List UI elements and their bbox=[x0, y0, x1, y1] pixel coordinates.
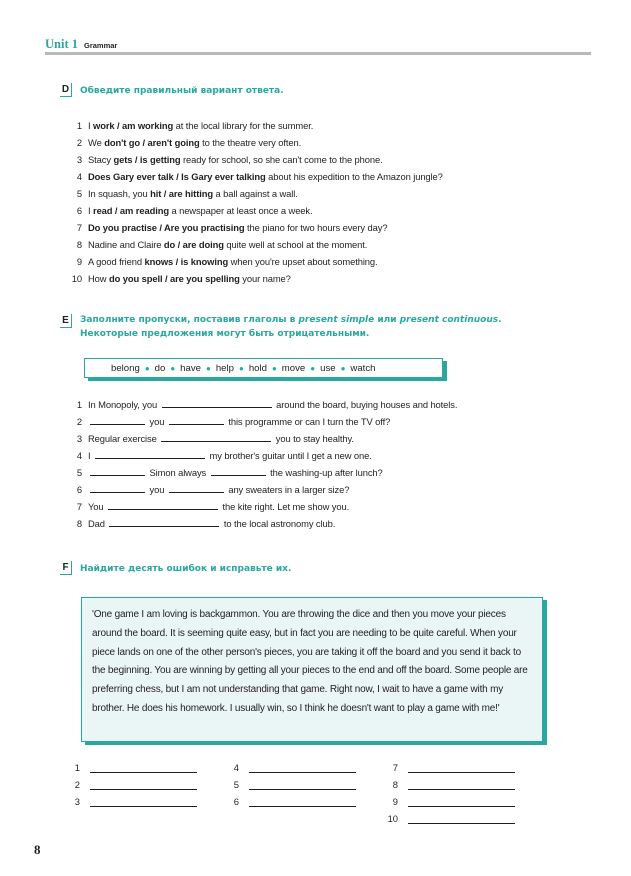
item-text-after: your name? bbox=[239, 273, 291, 284]
answer-number: 5 bbox=[233, 779, 239, 790]
exercise-e-item bbox=[68, 413, 457, 430]
item-number: 1 bbox=[76, 399, 82, 410]
item-number: 8 bbox=[76, 518, 82, 529]
answer-blank[interactable] bbox=[249, 797, 356, 807]
exercise-e-item bbox=[68, 447, 457, 464]
exercise-d-item bbox=[68, 117, 443, 134]
item-text: you bbox=[147, 416, 167, 427]
section-e-title-part1: Заполните пропуски, поставив глаголы в bbox=[80, 315, 299, 325]
answer-number: 10 bbox=[387, 813, 398, 824]
item-text: any sweaters in a larger size? bbox=[225, 484, 350, 495]
fill-in-blank[interactable] bbox=[211, 467, 266, 476]
exercise-d-item bbox=[68, 168, 443, 185]
answer-line-item bbox=[68, 793, 197, 810]
item-text-before: In squash, you bbox=[88, 188, 151, 199]
item-text-before: A good friend bbox=[88, 256, 145, 267]
unit-label: Unit 1 bbox=[45, 37, 78, 51]
answer-options[interactable]: Do you practise / Are you practising bbox=[88, 222, 245, 233]
fill-in-blank[interactable] bbox=[162, 399, 272, 408]
answer-blank[interactable] bbox=[408, 763, 515, 773]
answer-line-item bbox=[386, 776, 515, 793]
item-text: Regular exercise bbox=[88, 433, 160, 444]
answer-blank[interactable] bbox=[408, 814, 515, 824]
item-number: 6 bbox=[76, 484, 82, 495]
bullet-dot-icon: ● bbox=[238, 363, 244, 373]
answer-number: 2 bbox=[74, 779, 80, 790]
answer-options[interactable]: hit / are hitting bbox=[150, 188, 213, 199]
exercise-d-item bbox=[68, 185, 443, 202]
item-text-after: quite well at school at the moment. bbox=[223, 239, 368, 250]
answer-blank[interactable] bbox=[90, 797, 197, 807]
item-text-after: when you're upset about something. bbox=[228, 256, 378, 267]
word-option: watch bbox=[350, 362, 376, 374]
section-e-list bbox=[68, 396, 457, 532]
answer-options[interactable]: knows / is knowing bbox=[144, 256, 229, 267]
answer-blank[interactable] bbox=[90, 780, 197, 790]
section-f-letter: F bbox=[60, 561, 72, 575]
item-text: you bbox=[147, 484, 167, 495]
exercise-d-item bbox=[68, 270, 443, 287]
answer-line-item bbox=[68, 759, 197, 776]
exercise-e-item bbox=[68, 464, 457, 481]
answer-blank[interactable] bbox=[249, 780, 356, 790]
item-text: to the local astronomy club. bbox=[221, 518, 336, 529]
bullet-dot-icon: ● bbox=[310, 363, 316, 373]
section-e-title bbox=[80, 313, 502, 341]
answer-options[interactable]: do / are doing bbox=[163, 239, 224, 250]
bullet-dot-icon: ● bbox=[340, 363, 346, 373]
item-number: 4 bbox=[76, 450, 82, 461]
item-text-after: a newspaper at least once a week. bbox=[168, 205, 313, 216]
answer-options[interactable]: do you spell / are you spelling bbox=[108, 273, 240, 284]
item-number: 7 bbox=[76, 501, 82, 512]
answer-number: 7 bbox=[392, 762, 398, 773]
present-simple-label: present simple bbox=[298, 315, 375, 325]
bullet-dot-icon: ● bbox=[144, 363, 150, 373]
answer-options[interactable]: don't go / aren't going bbox=[104, 137, 200, 148]
item-text: I bbox=[88, 450, 94, 461]
answer-number: 3 bbox=[74, 796, 80, 807]
item-number: 4 bbox=[76, 171, 82, 182]
fill-in-blank[interactable] bbox=[108, 501, 218, 510]
item-number: 5 bbox=[76, 467, 82, 478]
answer-number: 1 bbox=[74, 762, 80, 773]
item-text: You bbox=[88, 501, 107, 512]
item-number: 10 bbox=[71, 273, 82, 284]
fill-in-blank[interactable] bbox=[90, 416, 145, 425]
answer-blank[interactable] bbox=[408, 797, 515, 807]
fill-in-blank[interactable] bbox=[109, 518, 219, 527]
item-text-after: at the local library for the summer. bbox=[173, 120, 314, 131]
answer-line-item bbox=[227, 793, 356, 810]
answer-number: 9 bbox=[392, 796, 398, 807]
item-text: In Monopoly, you bbox=[88, 399, 160, 410]
section-d-title: Обведите правильный вариант ответа. bbox=[80, 86, 284, 96]
answer-blank[interactable] bbox=[408, 780, 515, 790]
word-option: have bbox=[180, 362, 201, 374]
error-text-box: 'One game I am loving is backgammon. You are throwing the dice and then you move your pieces around the board. It is seeming quite easy, but in fact you are needing to be quite careful. When your piece lands on one of the other person's pieces, you are taking it off the board and you send it back to the beginning. You are winning by getting all your pieces to the end and off the board. Some people are preferring chess, but I am not understanding that game. Right now, I wait to have a game with my brother. He does his homework. I usually win, so I think he doesn't want to play a game with me!' bbox=[81, 597, 543, 742]
item-text: you to stay healthy. bbox=[273, 433, 354, 444]
word-option: belong bbox=[111, 362, 140, 374]
exercise-e-item bbox=[68, 515, 457, 532]
answer-line-item bbox=[386, 810, 515, 827]
exercise-d-item bbox=[68, 253, 443, 270]
item-text-before: I bbox=[88, 205, 94, 216]
item-text-after: a ball against a wall. bbox=[212, 188, 298, 199]
page-number: 8 bbox=[34, 842, 41, 857]
answer-line-item bbox=[386, 759, 515, 776]
item-text-after: ready for school, so she can't come to the phone. bbox=[180, 154, 383, 165]
header-rule bbox=[45, 52, 591, 55]
item-number: 6 bbox=[76, 205, 82, 216]
exercise-e-item bbox=[68, 430, 457, 447]
section-d-letter: D bbox=[60, 83, 72, 97]
fill-in-blank[interactable] bbox=[161, 433, 271, 442]
section-d-list bbox=[68, 117, 443, 287]
item-text-before: Nadine and Claire bbox=[88, 239, 164, 250]
item-text-before: We bbox=[88, 137, 105, 148]
exercise-d-item bbox=[68, 134, 443, 151]
exercise-d-item bbox=[68, 219, 443, 236]
exercise-d-item bbox=[68, 151, 443, 168]
fill-in-blank[interactable] bbox=[169, 484, 224, 493]
word-option: hold bbox=[248, 362, 267, 374]
word-option: move bbox=[281, 362, 306, 374]
item-text: Dad bbox=[88, 518, 108, 529]
item-text: Simon always bbox=[147, 467, 209, 478]
item-text: around the board, buying houses and hotels. bbox=[273, 399, 458, 410]
answer-options[interactable]: read / am reading bbox=[93, 205, 169, 216]
item-number: 2 bbox=[76, 137, 82, 148]
answer-blank[interactable] bbox=[90, 763, 197, 773]
exercise-e-item bbox=[68, 498, 457, 515]
answer-number: 8 bbox=[392, 779, 398, 790]
section-e-title-line2: Некоторые предложения могут быть отрицательными. bbox=[80, 329, 370, 339]
word-option: use bbox=[320, 362, 336, 374]
exercise-d-item bbox=[68, 236, 443, 253]
answer-line-item bbox=[386, 793, 515, 810]
item-text-before: How bbox=[88, 273, 109, 284]
item-text-before: I bbox=[88, 120, 94, 131]
answer-line-item bbox=[68, 776, 197, 793]
answer-line-item bbox=[227, 759, 356, 776]
answer-options[interactable]: work / am working bbox=[93, 120, 174, 131]
item-text: my brother's guitar until I get a new one. bbox=[207, 450, 372, 461]
answer-options[interactable]: Does Gary ever talk / Is Gary ever talking bbox=[88, 171, 266, 182]
exercise-e-item bbox=[68, 396, 457, 413]
item-text: the washing-up after lunch? bbox=[267, 467, 383, 478]
word-box bbox=[84, 358, 443, 378]
answer-options[interactable]: gets / is getting bbox=[113, 154, 181, 165]
item-text-after: to the theatre very often. bbox=[199, 137, 302, 148]
fill-in-blank[interactable] bbox=[90, 467, 145, 476]
section-e-letter: E bbox=[60, 314, 72, 328]
answer-line-item bbox=[227, 776, 356, 793]
item-text-after: about his expedition to the Amazon jungle? bbox=[265, 171, 443, 182]
exercise-e-item bbox=[68, 481, 457, 498]
item-number: 8 bbox=[76, 239, 82, 250]
bullet-dot-icon: ● bbox=[271, 363, 277, 373]
item-number: 7 bbox=[76, 222, 82, 233]
section-e-title-mid: или bbox=[374, 315, 400, 325]
item-number: 9 bbox=[76, 256, 82, 267]
fill-in-blank[interactable] bbox=[95, 450, 205, 459]
item-text-before: Stacy bbox=[88, 154, 114, 165]
fill-in-blank[interactable] bbox=[169, 416, 224, 425]
item-number: 1 bbox=[76, 120, 82, 131]
section-f-title: Найдите десять ошибок и исправьте их. bbox=[80, 564, 292, 574]
section-label: Grammar bbox=[84, 41, 118, 50]
present-continuous-label: present continuous bbox=[399, 315, 499, 325]
item-text-after: the piano for two hours every day? bbox=[244, 222, 388, 233]
bullet-dot-icon: ● bbox=[205, 363, 211, 373]
answer-number: 6 bbox=[233, 796, 239, 807]
answer-blank[interactable] bbox=[249, 763, 356, 773]
item-number: 3 bbox=[76, 154, 82, 165]
word-option: do bbox=[154, 362, 166, 374]
page-header bbox=[45, 37, 117, 52]
item-number: 5 bbox=[76, 188, 82, 199]
fill-in-blank[interactable] bbox=[90, 484, 145, 493]
item-number: 2 bbox=[76, 416, 82, 427]
bullet-dot-icon: ● bbox=[170, 363, 176, 373]
section-e-title-end: . bbox=[498, 315, 502, 325]
word-option: help bbox=[215, 362, 234, 374]
exercise-d-item bbox=[68, 202, 443, 219]
item-text: this programme or can I turn the TV off? bbox=[225, 416, 391, 427]
answer-number: 4 bbox=[233, 762, 239, 773]
item-number: 3 bbox=[76, 433, 82, 444]
item-text: the kite right. Let me show you. bbox=[220, 501, 350, 512]
